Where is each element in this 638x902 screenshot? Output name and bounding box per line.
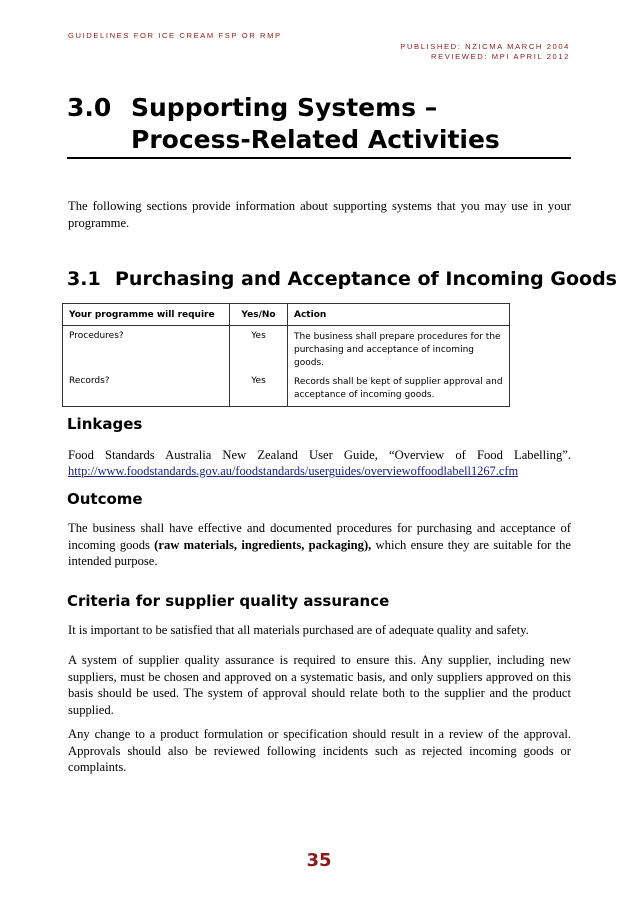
requirements-table	[62, 303, 510, 407]
page-number: 35	[306, 850, 332, 871]
subsection-title: Purchasing and Acceptance of Incoming Goods	[115, 268, 617, 290]
cell-action	[288, 374, 510, 407]
subsection-number: 3.1	[67, 268, 101, 290]
linkages-text: Food Standards Australia New Zealand User Guide, “Overview of Food Labelling”.	[68, 448, 571, 462]
cell-action-line: Records shall be kept of supplier approval and	[294, 377, 503, 387]
linkages-heading: Linkages	[67, 415, 143, 433]
col-header-yes-no: Yes/No	[230, 304, 288, 326]
cell-yes-no: Yes	[230, 374, 288, 407]
title-rule	[67, 157, 571, 159]
outcome-text: which ensure they are suitable for the intended purpose.	[68, 537, 571, 568]
outcome-paragraph	[68, 520, 571, 570]
cell-requirement: Procedures?	[63, 326, 230, 375]
table-row	[63, 374, 510, 407]
intro-paragraph: The following sections provide information about supporting systems that you may use in your programme.	[68, 199, 571, 230]
cell-yes-no: Yes	[230, 326, 288, 375]
cell-action-line: purchasing and acceptance of incoming goods.	[294, 345, 474, 368]
criteria-paragraph-3: Any change to a product formulation or specification should result in a review of the approval. Approvals should also be reviewed following incidents such as rejected incoming goods or complaints.	[68, 727, 571, 774]
running-header-reviewed: REVIEWED: MPI APRIL 2012	[431, 52, 570, 61]
criteria-heading: Criteria for supplier quality assurance	[67, 592, 390, 610]
section-title-line2: Process-Related Activities	[131, 125, 500, 154]
col-header-requirement: Your programme will require	[63, 304, 230, 326]
cell-requirement: Records?	[63, 374, 230, 407]
cell-action-line: acceptance of incoming goods.	[294, 390, 435, 400]
outcome-text: The business shall have effective and documented procedures for purchasing and acceptance of incoming goods	[68, 521, 571, 552]
table-row	[63, 326, 510, 375]
outcome-bold-text: (raw materials, ingredients, packaging),	[154, 537, 372, 552]
cell-action-line: The business shall prepare procedures for the	[294, 332, 501, 342]
outcome-heading: Outcome	[67, 490, 143, 508]
linkages-url-link[interactable]: http://www.foodstandards.gov.au/foodstandards/userguides/overviewoffoodlabell1267.cfm	[68, 464, 519, 478]
criteria-paragraph-1: It is important to be satisfied that all materials purchased are of adequate quality and safety.	[68, 623, 529, 637]
running-header-published: PUBLISHED: NZICMA MARCH 2004	[400, 42, 570, 51]
running-header-left: GUIDELINES FOR ICE CREAM FSP OR RMP	[68, 31, 282, 40]
col-header-action: Action	[288, 304, 510, 326]
section-number: 3.0	[67, 93, 112, 122]
section-title-line1: Supporting Systems –	[131, 93, 438, 122]
table-header-row	[63, 304, 510, 326]
criteria-paragraph-2: A system of supplier quality assurance is required to ensure this. Any supplier, including new suppliers, must be chosen and approved on a systematic basis, and only suppliers approved on this basis should be used. The system of approval should relate both to the supplier and the product supplied.	[68, 653, 571, 717]
cell-action	[288, 326, 510, 375]
